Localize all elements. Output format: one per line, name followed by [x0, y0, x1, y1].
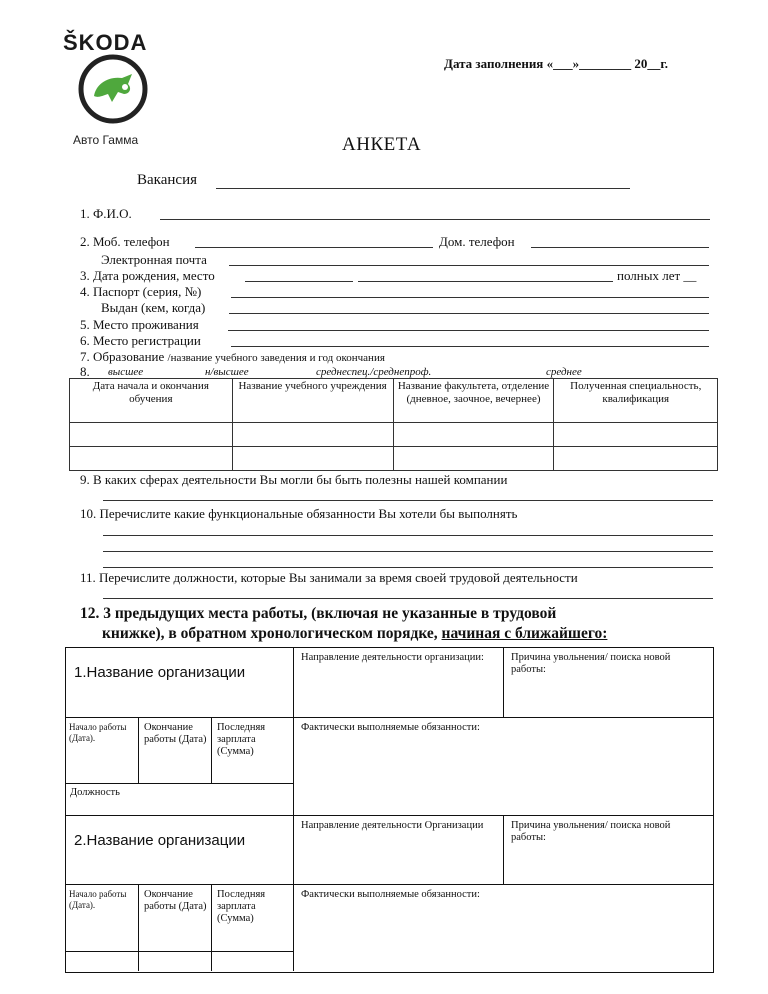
- job2-org-name[interactable]: 2.Название организации: [74, 832, 246, 849]
- answer-10-line-3[interactable]: [103, 567, 713, 568]
- form-title: АНКЕТА: [342, 134, 422, 155]
- question-9: 9. В каких сферах деятельности Вы могли бы быть полезны нашей компании: [80, 472, 508, 487]
- job1-reason[interactable]: Причина увольнения/ поиска новой работы:: [511, 652, 671, 675]
- education-table-header: [70, 379, 718, 423]
- level-secondary[interactable]: среднее: [546, 366, 582, 378]
- job2-salary[interactable]: Последняя зарплата (Сумма): [217, 889, 266, 924]
- answer-11-line[interactable]: [103, 598, 713, 599]
- section-12-subtitle: [102, 624, 607, 643]
- table-cell[interactable]: [554, 447, 718, 471]
- col-specialty: Полученная специальность, квалификация: [554, 379, 718, 423]
- question-10: 10. Перечислите какие функциональные обязанности Вы хотели бы выполнять: [80, 506, 518, 521]
- table-cell[interactable]: [232, 447, 393, 471]
- email-input[interactable]: [229, 265, 709, 266]
- birth-label: 3. Дата рождения, место: [80, 268, 215, 283]
- fill-date-field[interactable]: Дата заполнения «___»________ 20__г.: [444, 56, 669, 71]
- job2-duties[interactable]: Фактически выполняемые обязанности:: [301, 889, 480, 900]
- section-12-underlined: начиная с ближайшего:: [441, 625, 608, 642]
- table-row[interactable]: [70, 423, 718, 447]
- job1-salary[interactable]: Последняя зарплата (Сумма): [217, 722, 266, 757]
- mobile-phone-label: 2. Моб. телефон: [80, 234, 170, 249]
- education-label-text: 7. Образование: [80, 349, 165, 364]
- jobs-table: [65, 647, 714, 973]
- fio-label: 1. Ф.И.О.: [80, 206, 132, 221]
- table-cell[interactable]: [70, 447, 233, 471]
- answer-9-line[interactable]: [103, 500, 713, 501]
- section-12-title: 12. 3 предыдущих места работы, (включая не указанные в трудовой: [80, 605, 557, 622]
- job1-duties[interactable]: Фактически выполняемые обязанности:: [301, 722, 480, 733]
- registration-input[interactable]: [231, 346, 709, 347]
- answer-10-line-2[interactable]: [103, 551, 713, 552]
- education-note: /название учебного заведения и год окончания: [167, 352, 385, 364]
- registration-label: 6. Место регистрации: [80, 333, 201, 348]
- job1-org-name[interactable]: 1.Название организации: [74, 664, 246, 681]
- home-phone-label: Дом. телефон: [439, 234, 515, 249]
- table-cell[interactable]: [393, 447, 554, 471]
- section-12-subtitle-text: книжке), в обратном хронологическом порядке,: [102, 625, 438, 642]
- question-11: 11. Перечислите должности, которые Вы занимали за время своей трудовой деятельности: [80, 570, 578, 585]
- birth-place-input[interactable]: [358, 281, 613, 282]
- vacancy-input[interactable]: [216, 188, 630, 189]
- home-phone-input[interactable]: [531, 247, 709, 248]
- col-institution: Название учебного учреждения: [232, 379, 393, 423]
- table-cell[interactable]: [554, 423, 718, 447]
- birth-date-input[interactable]: [245, 281, 353, 282]
- col-dates: Дата начала и окончания обучения: [70, 379, 233, 423]
- skoda-logo-icon: [78, 54, 148, 124]
- job2-start-date[interactable]: Начало работы (Дата).: [69, 889, 127, 910]
- education-level-number: 8.: [80, 364, 90, 379]
- job2-reason[interactable]: Причина увольнения/ поиска новой работы:: [511, 820, 671, 843]
- table-cell[interactable]: [70, 423, 233, 447]
- job1-end-date[interactable]: Окончание работы (Дата): [144, 722, 207, 745]
- education-table: [69, 378, 718, 471]
- job1-position[interactable]: Должность: [70, 787, 120, 798]
- education-label: [80, 349, 385, 365]
- level-incomplete-higher[interactable]: н/высшее: [205, 366, 249, 378]
- answer-10-line-1[interactable]: [103, 535, 713, 536]
- fio-input[interactable]: [160, 219, 710, 220]
- vacancy-label: Вакансия: [137, 172, 197, 188]
- issued-input[interactable]: [229, 313, 709, 314]
- residence-input[interactable]: [228, 330, 709, 331]
- job1-direction[interactable]: Направление деятельности организации:: [301, 652, 484, 663]
- job1-start-date[interactable]: Начало работы (Дата).: [69, 722, 127, 743]
- residence-label: 5. Место проживания: [80, 317, 199, 332]
- issued-label: Выдан (кем, когда): [101, 300, 206, 315]
- level-secondary-special[interactable]: среднеспец./среднепроф.: [316, 366, 432, 378]
- level-higher[interactable]: высшее: [108, 366, 144, 378]
- passport-input[interactable]: [231, 297, 709, 298]
- job2-end-date[interactable]: Окончание работы (Дата): [144, 889, 207, 912]
- passport-label: 4. Паспорт (серия, №): [80, 284, 202, 299]
- mobile-phone-input[interactable]: [195, 247, 433, 248]
- age-label[interactable]: полных лет __: [617, 268, 697, 283]
- brand-wordmark: ŠKODA: [63, 30, 148, 55]
- dealer-name: Авто Гамма: [73, 133, 139, 147]
- table-cell[interactable]: [393, 423, 554, 447]
- col-faculty: Название факультета, отделение (дневное, заочное, вечернее): [393, 379, 554, 423]
- email-label: Электронная почта: [101, 252, 207, 267]
- table-cell[interactable]: [232, 423, 393, 447]
- table-row[interactable]: [70, 447, 718, 471]
- job2-direction[interactable]: Направление деятельности Организации: [301, 820, 484, 831]
